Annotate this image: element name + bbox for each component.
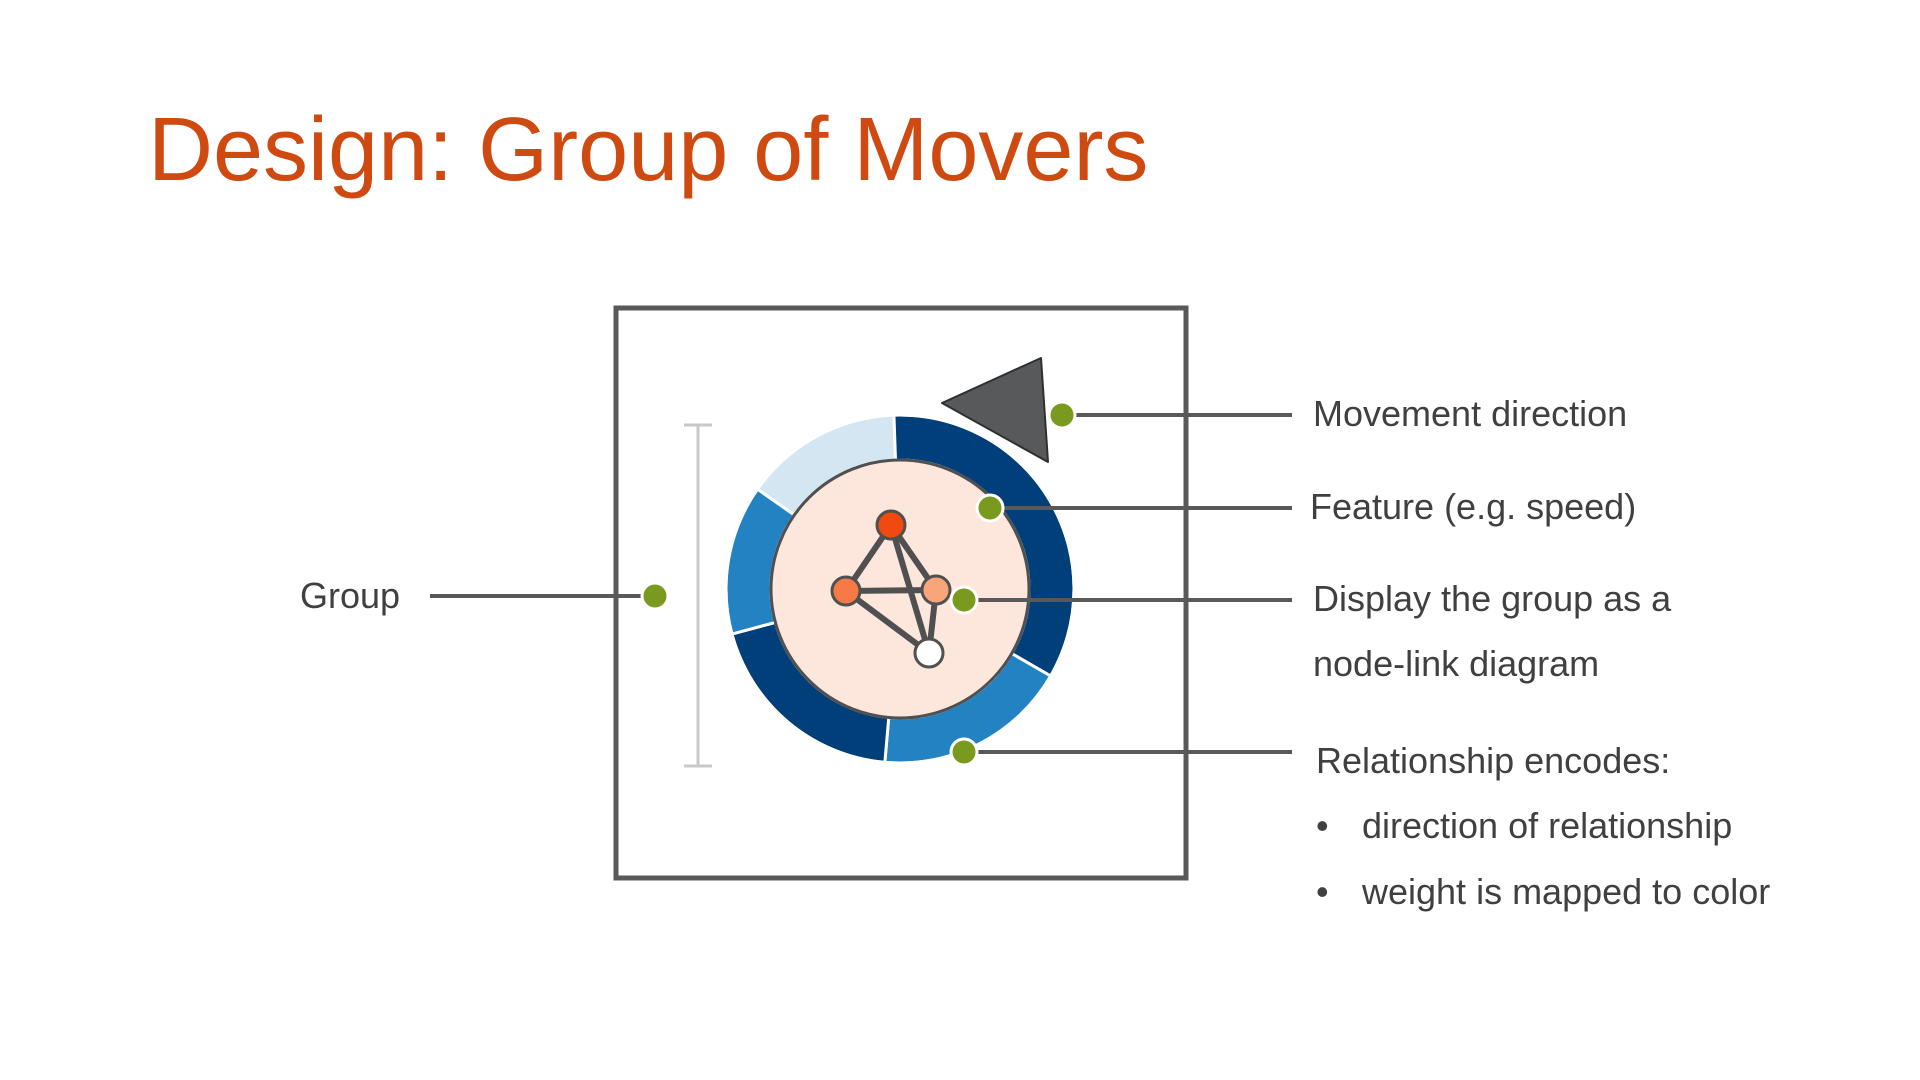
slide-title: Design: Group of Movers — [148, 100, 1149, 200]
label-relationship-bullet-2: weight is mapped to color — [1362, 871, 1771, 912]
label-relationship-heading: Relationship encodes: — [1316, 740, 1671, 781]
group-scale-bar — [684, 425, 712, 766]
marker-feature — [977, 495, 1003, 521]
marker-group — [642, 583, 668, 609]
network-node-left — [832, 577, 860, 605]
label-movement-direction: Movement direction — [1313, 393, 1628, 434]
bullet-marker: • — [1316, 805, 1329, 846]
bullet-marker: • — [1316, 871, 1329, 912]
network-node-bottom — [915, 639, 943, 667]
network-node-right — [922, 576, 950, 604]
marker-relationship — [951, 739, 977, 765]
network-node-top — [877, 511, 905, 539]
label-display-line2: node-link diagram — [1313, 643, 1600, 684]
label-display-line1: Display the group as a — [1313, 578, 1672, 619]
label-feature: Feature (e.g. speed) — [1310, 486, 1637, 527]
marker-movement-direction — [1049, 402, 1075, 428]
label-relationship-bullet-1: direction of relationship — [1362, 805, 1733, 846]
label-group: Group — [300, 575, 401, 616]
marker-display — [951, 587, 977, 613]
